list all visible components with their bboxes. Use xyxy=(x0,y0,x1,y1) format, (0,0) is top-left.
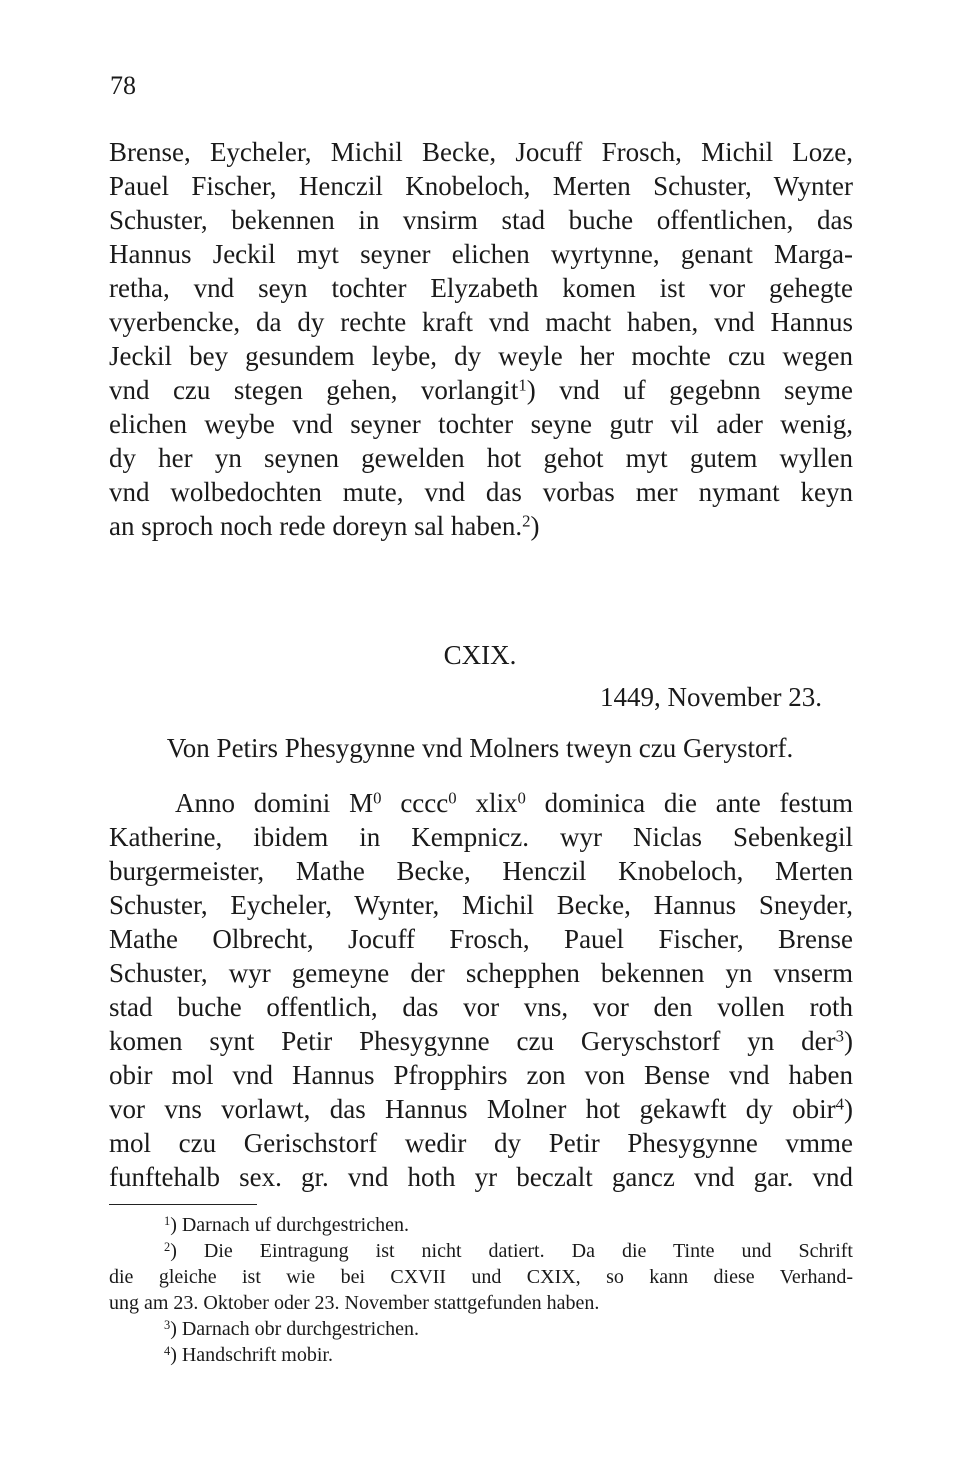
footnotes xyxy=(109,1212,853,1368)
text-line: Hannus Jeckil myt seyner elichen wyrtynne, genant Marga- xyxy=(109,239,853,269)
text-fragment: Anno domini M xyxy=(175,788,374,818)
footnote-ref: 1 xyxy=(518,375,527,395)
text-line xyxy=(109,1092,853,1126)
text-line: Schuster, wyr gemeyne der schepphen bekennen yn vnserm xyxy=(109,958,853,988)
text-line: Brense, Eycheler, Michil Becke, Jocuff Frosch, Michil Loze, xyxy=(109,137,853,167)
footnote-number: 1 xyxy=(164,1213,171,1228)
section-date: 1449, November 23. xyxy=(600,682,822,712)
text-line: retha, vnd seyn tochter Elyzabeth komen ist vor gehegte xyxy=(109,273,853,303)
section-title: Von Petirs Phesygynne vnd Molners tweyn czu Gerystorf. xyxy=(166,733,794,763)
footnote-text: ) Darnach obr durchgestrichen. xyxy=(170,1318,419,1340)
text-line: funftehalb sex. gr. vnd hoth yr beczalt gancz vnd gar. vnd xyxy=(109,1162,853,1192)
text-fragment: ) vnd uf gegebnn seyme xyxy=(526,375,853,405)
text-line: burgermeister, Mathe Becke, Henczil Knobeloch, Merten xyxy=(109,856,853,886)
footnote xyxy=(109,1316,853,1342)
text-fragment: ) xyxy=(844,1026,853,1056)
text-line xyxy=(109,1024,853,1058)
text-fragment: vor vns vorlawt, das Hannus Molner hot gekawft dy obir xyxy=(109,1094,836,1124)
footnote-text-line: die gleiche ist wie bei CXVII und CXIX, so kann diese Verhand- xyxy=(109,1266,853,1288)
text-fragment: dominica die ante festum xyxy=(525,788,853,818)
footnote xyxy=(109,1238,853,1264)
text-line xyxy=(109,373,853,407)
footnote-ref: 3 xyxy=(835,1026,844,1046)
footnote-ref: 4 xyxy=(835,1094,844,1114)
footnote-text-line: ung am 23. Oktober oder 23. November stattgefunden haben. xyxy=(109,1292,600,1314)
page-number: 78 xyxy=(110,71,136,100)
text-fragment: cccc xyxy=(381,788,449,818)
footnote-number: 2 xyxy=(164,1239,171,1254)
text-line: vnd wolbedochten mute, vnd das vorbas mer nymant keyn xyxy=(109,477,853,507)
text-fragment: ) xyxy=(844,1094,853,1124)
footnote-ref: 2 xyxy=(522,511,531,531)
footnote-number: 4 xyxy=(164,1343,171,1358)
text-line: Katherine, ibidem in Kempnicz. wyr Niclas Sebenkegil xyxy=(109,822,853,852)
text-line: Pauel Fischer, Henczil Knobeloch, Merten Schuster, Wynter xyxy=(109,171,853,201)
text-line: obir mol vnd Hannus Pfropphirs zon von Bense vnd haben xyxy=(109,1060,853,1090)
text-line: vyerbencke, da dy rechte kraft vnd macht haben, vnd Hannus xyxy=(109,307,853,337)
footnote-text: ) Handschrift mobir. xyxy=(170,1344,333,1366)
footnote-text: ) Darnach uf durchgestrichen. xyxy=(170,1214,409,1236)
text-line: Schuster, bekennen in vnsirm stad buche offentlichen, das xyxy=(109,205,853,235)
section-number: CXIX. xyxy=(443,640,517,670)
footnote-number: 3 xyxy=(164,1317,171,1332)
footnote-text: ) Die Eintragung ist nicht datiert. Da die Tinte und Schrift xyxy=(170,1240,853,1262)
text-fragment: xlix xyxy=(456,788,518,818)
text-line: Schuster, Eycheler, Wynter, Michil Becke, Hannus Sneyder, xyxy=(109,890,853,920)
text-line: Mathe Olbrecht, Jocuff Frosch, Pauel Fischer, Brense xyxy=(109,924,853,954)
text-line: dy her yn seynen gewelden hot gehot myt gutem wyllen xyxy=(109,443,853,473)
text-line: Jeckil bey gesundem leybe, dy weyle her mochte czu wegen xyxy=(109,341,853,371)
text-fragment: komen synt Petir Phesygynne czu Geryschstorf yn der xyxy=(109,1026,836,1056)
footnote xyxy=(109,1212,853,1238)
text-fragment: ) xyxy=(530,511,540,541)
ordinal-marker: 0 xyxy=(448,788,457,808)
paragraph-continuation xyxy=(109,135,853,543)
text-fragment: vnd czu stegen gehen, vorlangit xyxy=(109,375,519,405)
footnote xyxy=(109,1342,853,1368)
text-line xyxy=(109,786,853,820)
footnote-divider xyxy=(109,1204,257,1205)
ordinal-marker: 0 xyxy=(517,788,526,808)
text-line: mol czu Gerischstorf wedir dy Petir Phesygynne vmme xyxy=(109,1128,853,1158)
paragraph-entry xyxy=(109,786,853,1194)
text-line: elichen weybe vnd seyner tochter seyne gutr vil ader wenig, xyxy=(109,409,853,439)
text-fragment: an sproch noch rede doreyn sal haben. xyxy=(109,511,523,541)
text-line: stad buche offentlich, das vor vns, vor den vollen roth xyxy=(109,992,853,1022)
text-line xyxy=(109,509,853,543)
ordinal-marker: 0 xyxy=(373,788,382,808)
